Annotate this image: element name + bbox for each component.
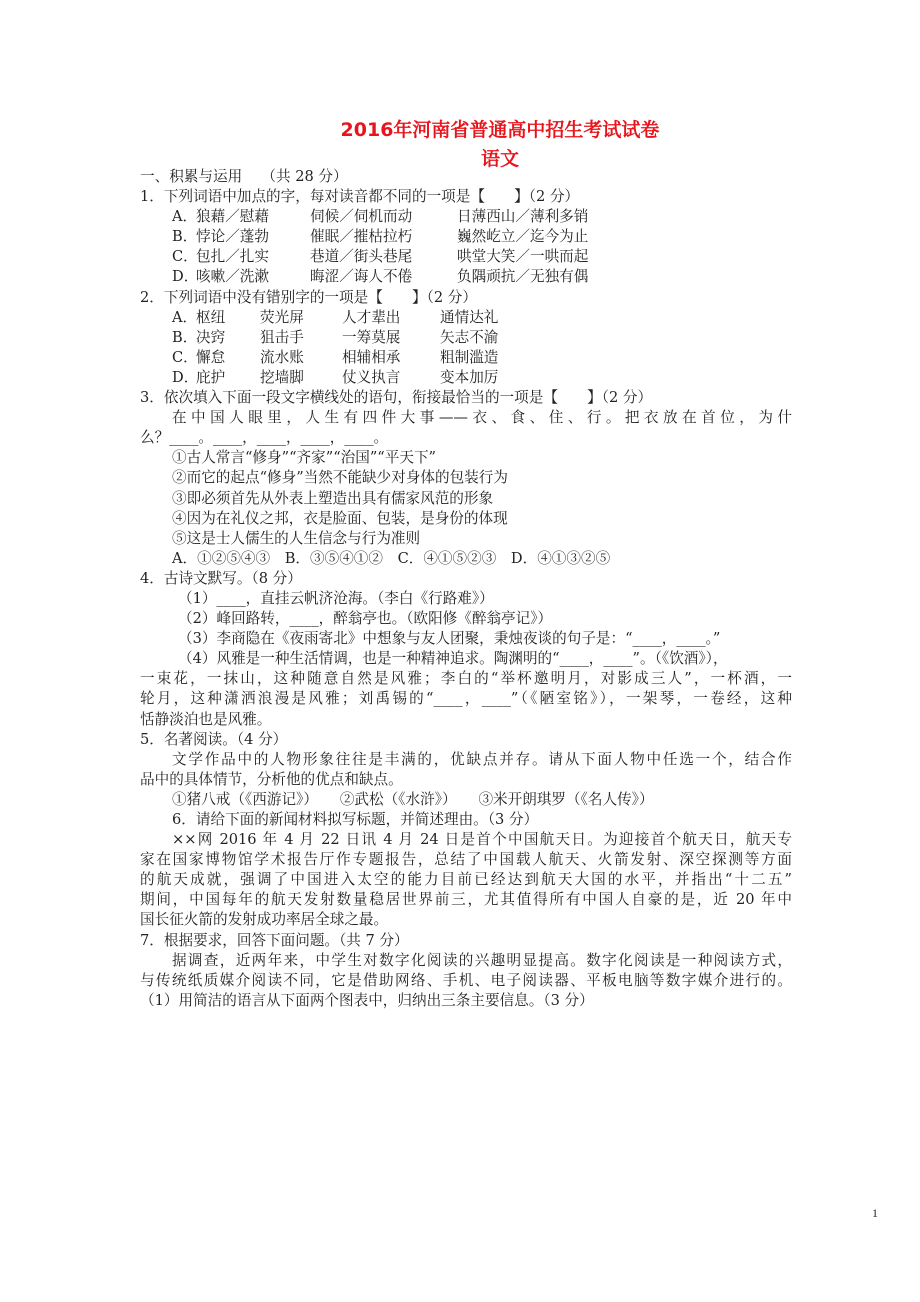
option-word: 枢纽 [196,308,226,326]
option-word: 粗制滥造 [440,348,499,366]
line-q7-b: 与传统纸质媒介阅读不同，它是借助网络、手机、电子阅读器、平板电脑等数字媒介进行的。 [140,971,792,989]
line-q1: 1．下列词语中加点的字，每对读音都不同的一项是【 】（2 分） [140,188,580,206]
option-word: 咳嗽／洗漱 [196,268,269,286]
line-q6-e: 国长征火箭的发射成功率居全球之最。 [140,911,389,929]
line-q3-p2: 么？____。____，____，____，____。 [140,429,389,447]
line-q3-opts: A．①②⑤④③ B．③⑤④①② C．④①⑤②③ D．④①③②⑤ [172,549,611,567]
option-row [140,207,792,227]
line-q3-s2: ②而它的起点“修身”当然不能缺少对身体的包装行为 [172,469,508,487]
line-q3-s5: ⑤这是士人儒生的人生信念与行为准则 [172,529,421,547]
option-letter: D． [172,268,199,286]
option-word: 伺候／伺机而动 [310,208,413,226]
line-q5-c: ①猪八戒（《西游记》） ②武松（《水浒》） ③米开朗琪罗（《名人传》） [172,790,654,808]
line-section1: 一、积累与运用 （共 28 分） [140,168,348,185]
option-word: 变本加厉 [440,368,499,386]
line-q4-1: （1）____，直挂云帆济沧海。（李白《行路难》） [178,589,494,607]
option-row [140,247,792,267]
line-q6-b: 家在国家博物馆学术报告厅作专题报告，总结了中国载人航天、火箭发射、深空探测等方面 [140,851,792,869]
option-word: 矢志不渝 [440,328,499,346]
option-letter: C． [172,348,198,366]
line-q7-1: （1）用简洁的语言从下面两个图表中，归纳出三条主要信息。（3 分） [140,991,594,1009]
option-word: 一筹莫展 [342,328,401,346]
option-word: 人才辈出 [342,308,401,326]
option-word: 相辅相承 [342,348,401,366]
option-word: 流水账 [260,348,304,366]
line-q4-4a: （4）风雅是一种生活情调，也是一种精神追求。陶渊明的“____，____”。（《饮酒》）， [178,650,728,668]
option-word: 懈怠 [196,348,226,366]
exam-subject: 语文 [480,148,519,170]
option-row [140,227,792,247]
option-letter: C． [172,248,198,266]
line-q4-4d: 恬静淡泊也是风雅。 [140,710,272,728]
option-word: 决窍 [196,328,226,346]
option-word: 荧光屏 [260,308,304,326]
option-letter: B． [172,328,198,346]
option-letter: B． [172,228,198,246]
option-word: 负隅顽抗／无独有偶 [457,268,589,286]
line-q6-c: 的航天成就，强调了中国进入太空的能力目前已经达到航天大国的水平，并指出“十二五” [140,871,792,889]
option-word: 包扎／扎实 [196,248,269,266]
line-q4-4b: 一束花，一抹山，这种随意自然是风雅；李白的“举杯邀明月，对影成三人”，一杯酒，一 [140,670,792,688]
option-word: 巷道／街头巷尾 [310,248,413,266]
option-word: 日薄西山／薄利多销 [457,208,589,226]
exam-title: 2016年河南省普通高中招生考试试卷 [340,119,660,141]
option-word: 挖墙脚 [260,368,304,386]
line-q6-d: 期间，中国每年的航天发射数量稳居世界前三，尤其值得所有中国人自豪的是，近 20 年中 [140,891,792,909]
option-letter: A． [172,308,198,326]
option-word: 巍然屹立／迄今为止 [457,228,589,246]
option-row [140,308,792,328]
option-row [140,267,792,287]
line-q5-a: 文学作品中的人物形象往往是丰满的，优缺点并存。请从下面人物中任选一个，结合作 [172,750,792,768]
line-q3-p1: 在中国人眼里，人生有四件大事——衣、食、住、行。把衣放在首位，为什 [172,409,792,427]
page-number: 1 [872,1206,878,1220]
line-q5-b: 品中的具体情节，分析他的优点和缺点。 [140,770,403,788]
option-letter: A． [172,208,198,226]
exam-body [140,167,792,1011]
option-row [140,368,792,388]
option-word: 催眠／摧枯拉朽 [310,228,413,246]
line-q2: 2．下列词语中没有错别字的一项是【 】（2 分） [140,288,477,306]
line-q7: 7．根据要求，回答下面问题。（共 7 分） [140,931,409,949]
option-letter: D． [172,368,199,386]
line-q4-4c: 轮月，这种潇洒浪漫是风雅；刘禹锡的“____，____”（《陋室铭》），一架琴，一卷经，这种 [140,690,792,708]
option-word: 仗义执言 [342,368,401,386]
option-row [140,328,792,348]
line-q6: 6．请给下面的新闻材料拟写标题，并简述理由。（3 分） [172,811,539,828]
line-q4-2: （2）峰回路转，____，醉翁亭也。（欧阳修《醉翁亭记》） [178,610,553,628]
option-word: 哄堂大笑／一哄而起 [457,248,589,266]
option-word: 庇护 [196,368,226,386]
line-q3-s4: ④因为在礼仪之邦，衣是脸面、包装，是身份的体现 [172,509,508,527]
line-q4-3: （3）李商隐在《夜雨寄北》中想象与友人团聚，秉烛夜谈的句子是：“____，____。” [178,630,721,648]
line-q4: 4．古诗文默写。（8 分） [140,569,302,587]
line-q3: 3．依次填入下面一段文字横线处的语句，衔接最恰当的一项是【 】（2 分） [140,389,653,407]
option-word: 狼藉／慰藉 [196,208,269,226]
option-word: 通情达礼 [440,308,499,326]
option-word: 狙击手 [260,328,304,346]
line-q3-s1: ①古人常言“修身”“齐家”“治国”“平天下” [172,449,436,467]
option-row [140,348,792,368]
line-q6-a: ××网 2016 年 4 月 22 日讯 4 月 24 日是首个中国航天日。为迎接首个航天日，航天专 [172,831,792,849]
line-q3-s3: ③即必须首先从外表上塑造出具有儒家风范的形象 [172,489,494,507]
option-word: 悖论／蓬勃 [196,228,269,246]
option-word: 晦涩／诲人不倦 [310,268,413,286]
line-q5: 5．名著阅读。（4 分） [140,730,288,748]
line-q7-a: 据调查，近两年来，中学生对数字化阅读的兴趣明显提高。数字化阅读是一种阅读方式， [172,951,792,969]
